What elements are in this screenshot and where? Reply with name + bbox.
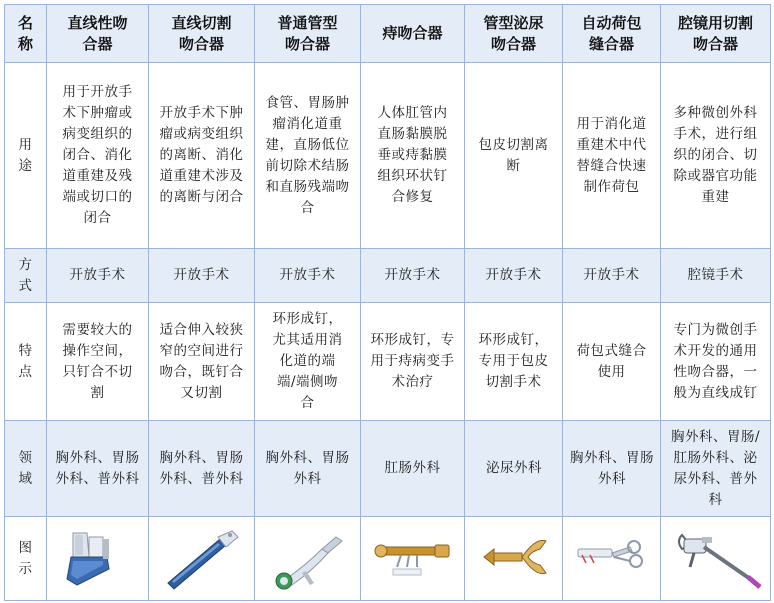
table-cell: [47, 249, 149, 303]
column-header: [47, 5, 149, 63]
column-header: [255, 5, 361, 63]
row-label-text: 用途: [18, 136, 33, 174]
cell-text: 专门为微创手术开发的通用性吻合器，一般为直线成钉: [673, 321, 758, 401]
header-row: [5, 5, 771, 63]
column-header: [661, 5, 771, 63]
column-header-text: 直线性吻合器: [67, 13, 128, 53]
field-row: [5, 421, 771, 517]
column-header-text: 痔吻合器: [382, 24, 443, 42]
cell-text: 环形成钉，尤其适用消化道的端端/端侧吻合: [272, 311, 343, 411]
column-header: [361, 5, 465, 63]
method-row: [5, 249, 771, 303]
cell-text: 用于消化道重建术中代替缝合快速制作荷包: [576, 115, 647, 195]
table-cell: [149, 421, 255, 517]
table-cell: [47, 421, 149, 517]
table-cell: [361, 249, 465, 303]
table-cell: [361, 63, 465, 249]
table-cell: [255, 63, 361, 249]
cell-text: 胸外科、胃肠/肛肠外科、泌尿外科、普外科: [670, 428, 761, 508]
column-header-text: 腔镜用切割吻合器: [677, 13, 753, 53]
table-cell: [149, 303, 255, 421]
table-cell: [465, 249, 563, 303]
table-cell: [661, 303, 771, 421]
column-header-text: 自动荷包缝合器: [581, 13, 642, 53]
row-label: [5, 249, 47, 303]
cell-text: 包皮切割离断: [478, 136, 549, 174]
cell-text: 胸外科、胃肠外科、普外科: [55, 449, 140, 487]
image-cell: [563, 517, 661, 601]
cell-text: 人体肛管内直肠黏膜脱垂或痔黏膜组织环状钉合修复: [377, 105, 448, 205]
table-cell: [563, 303, 661, 421]
image-cell: [255, 517, 361, 601]
cell-text: 肛肠外科: [384, 460, 441, 476]
table-cell: [47, 303, 149, 421]
cell-text: 环形成钉，专用于包皮切割手术: [478, 332, 549, 390]
stapler-comparison-table-wrapper: [4, 4, 770, 600]
image-cell: [361, 517, 465, 601]
linear-cutter-icon: [160, 527, 244, 591]
cell-text: 泌尿外科: [486, 460, 542, 476]
column-header-text: 直线切割吻合器: [171, 13, 232, 53]
cell-text: 开放手术: [279, 267, 336, 283]
image-cell: [47, 517, 149, 601]
table-cell: [465, 303, 563, 421]
cell-text: 多种微创外科手术，进行组织的闭合、切除或器官功能重建: [673, 105, 758, 205]
table-cell: [149, 63, 255, 249]
table-cell: [661, 249, 771, 303]
row-label: [5, 421, 47, 517]
cell-text: 开放手术下肿瘤或病变组织的离断、消化道重建术涉及的离断与闭合: [159, 105, 244, 205]
corner-header-text: 名称: [17, 13, 33, 53]
table-cell: [255, 249, 361, 303]
row-label: [5, 63, 47, 249]
table-cell: [465, 421, 563, 517]
cell-text: 用于开放手术下肿瘤或病变组织的闭合、消化道重建及残端或切口的闭合: [62, 84, 133, 226]
column-header: [149, 5, 255, 63]
row-label: [5, 303, 47, 421]
cell-text: 荷包式缝合使用: [576, 342, 647, 380]
cell-text: 胸外科、胃肠外科: [570, 449, 654, 487]
features-row: [5, 303, 771, 421]
cell-text: 胸外科、胃肠外科: [265, 449, 350, 487]
table-cell: [149, 249, 255, 303]
row-label-text: 图示: [18, 539, 33, 577]
cell-text: 开放手术: [69, 267, 126, 283]
stapler-comparison-table: [4, 4, 771, 601]
circumcision-stapler-icon: [474, 527, 554, 591]
column-header-text: 管型泌尿吻合器: [483, 13, 544, 53]
table-cell: [465, 63, 563, 249]
row-label-text: 方式: [18, 256, 33, 294]
cell-text: 胸外科、胃肠外科、普外科: [159, 449, 244, 487]
corner-header: [5, 5, 47, 63]
cell-text: 开放手术: [384, 267, 441, 283]
column-header-text: 普通管型吻合器: [277, 13, 338, 53]
cell-text: 开放手术: [583, 267, 640, 283]
circular-stapler-icon: [266, 527, 350, 591]
endoscopic-cutter-icon: [668, 527, 764, 591]
purse-string-clamp-icon: [572, 527, 652, 591]
row-label-text: 领域: [18, 449, 33, 487]
cell-text: 食管、胃肠肿瘤消化道重建，直肠低位前切除术结肠和直肠残端吻合: [265, 94, 350, 216]
cell-text: 开放手术: [485, 267, 542, 283]
usage-row: [5, 63, 771, 249]
table-cell: [255, 421, 361, 517]
table-cell: [361, 303, 465, 421]
column-header: [465, 5, 563, 63]
image-cell: [465, 517, 563, 601]
linear-stapler-icon: [63, 527, 133, 591]
table-cell: [563, 63, 661, 249]
table-cell: [661, 421, 771, 517]
table-cell: [361, 421, 465, 517]
column-header: [563, 5, 661, 63]
image-cell: [149, 517, 255, 601]
image-row: [5, 517, 771, 601]
cell-text: 开放手术: [173, 267, 230, 283]
cell-text: 环形成钉，专用于痔病变手术治疗: [370, 332, 455, 390]
table-cell: [47, 63, 149, 249]
table-cell: [661, 63, 771, 249]
row-label-text: 特点: [18, 342, 33, 380]
cell-text: 腔镜手术: [687, 267, 744, 283]
row-label: [5, 517, 47, 601]
table-cell: [563, 421, 661, 517]
cell-text: 需要较大的操作空间，只钉合不切割: [62, 321, 133, 401]
cell-text: 适合伸入较狭窄的空间进行吻合，既钉合又切割: [159, 321, 244, 401]
table-cell: [563, 249, 661, 303]
table-cell: [255, 303, 361, 421]
hemorrhoid-stapler-icon: [371, 527, 455, 591]
image-cell: [661, 517, 771, 601]
